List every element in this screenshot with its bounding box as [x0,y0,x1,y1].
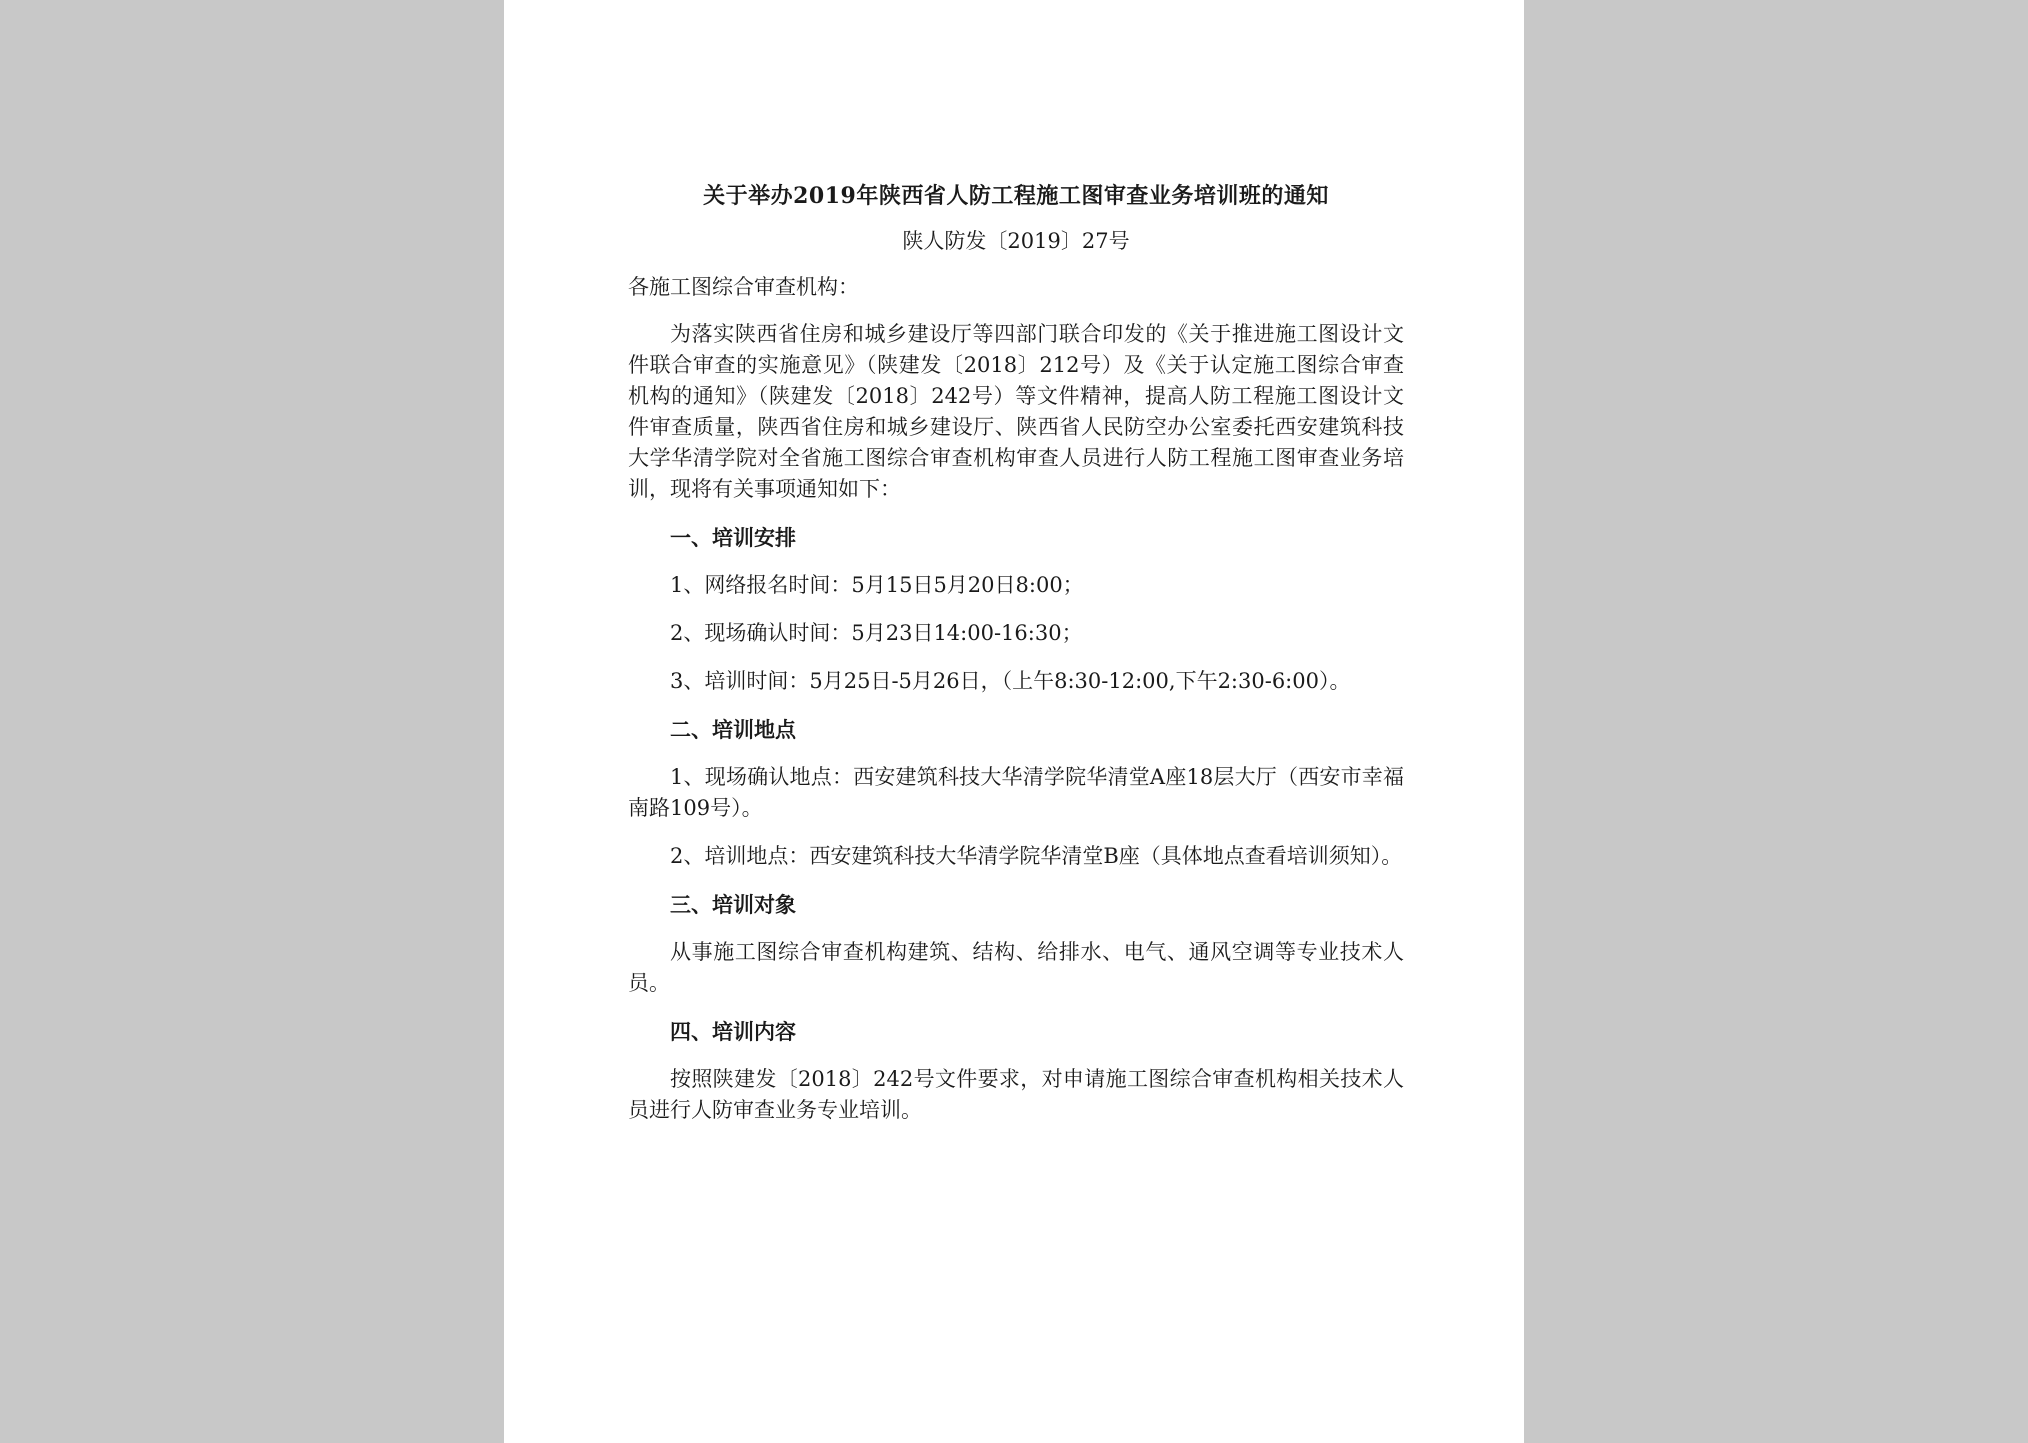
salutation: 各施工图综合审查机构： [628,275,859,299]
section-paragraph: 3、培训时间：5月25日-5月26日，（上午8:30-12:00,下午2:30-6:00）。 [670,669,1351,693]
section-heading-arrangement: 一、培训安排 [670,525,796,550]
document-content [628,176,1404,1143]
document-title: 关于举办2019年陕西省人防工程施工图审查业务培训班的通知 [703,183,1329,209]
section-heading-location: 二、培训地点 [670,717,796,742]
section-paragraph: 2、现场确认时间：5月23日14:00-16:30； [670,621,1083,645]
section-heading-content: 四、培训内容 [670,1019,796,1044]
document-page [504,0,1524,1443]
section-paragraph: 按照陕建发〔2018〕242号文件要求，对申请施工图综合审查机构相关技术人员进行人防审查业务专业培训。 [628,1067,1404,1122]
section-paragraph: 2、培训地点：西安建筑科技大华清学院华清堂B座（具体地点查看培训须知）。 [670,844,1403,868]
section-paragraph: 从事施工图综合审查机构建筑、结构、给排水、电气、通风空调等专业技术人员。 [628,940,1404,995]
section-paragraph: 1、网络报名时间：5月15日5月20日8:00； [670,573,1084,597]
document-number: 陕人防发〔2019〕27号 [902,229,1130,253]
section-heading-audience: 三、培训对象 [670,892,796,917]
intro-paragraph: 为落实陕西省住房和城乡建设厅等四部门联合印发的《关于推进施工图设计文件联合审查的实施意见》（陕建发〔2018〕212号）及《关于认定施工图综合审查机构的通知》（陕建发〔2018〕242号）等文件精神，提高人防工程施工图设计文件审查质量，陕西省住房和城乡建设厅、陕西省人民防空办公室委托西安建筑科技大学华清学院对全省施工图综合审查机构审查人员进行人防工程施工图审查业务培训，现将有关事项通知如下： [628,322,1404,501]
section-paragraph: 1、现场确认地点：西安建筑科技大华清学院华清堂A座18层大厅（西安市幸福南路109号）。 [628,765,1404,820]
